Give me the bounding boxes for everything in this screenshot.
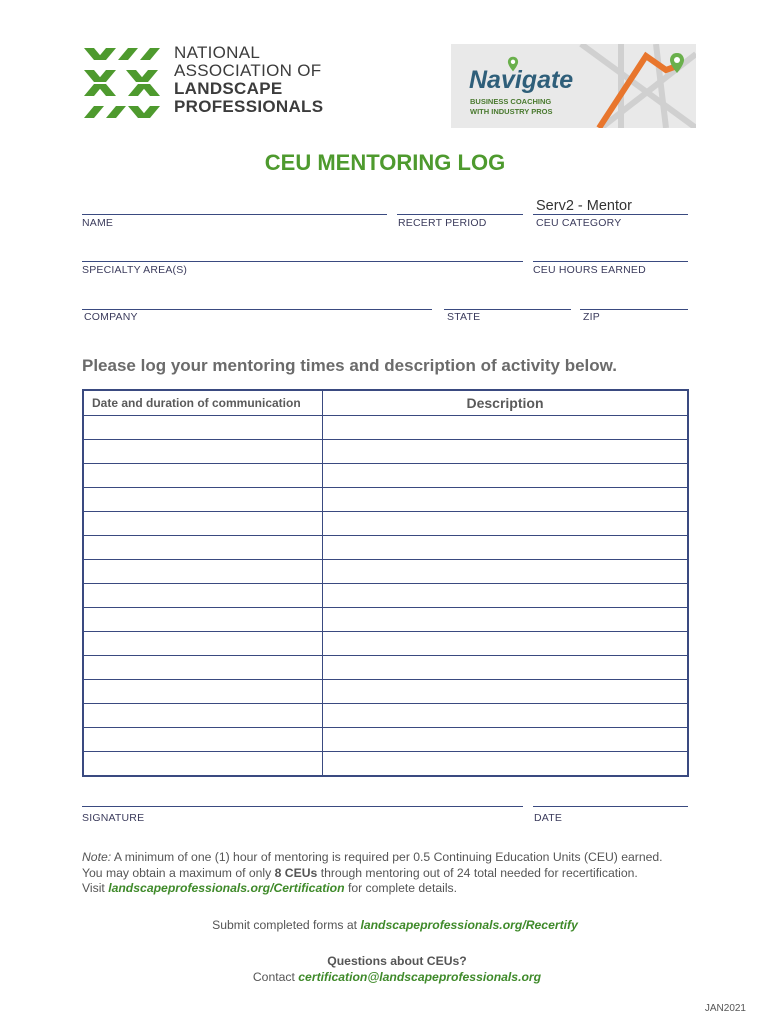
table-row	[84, 752, 688, 776]
description-cell[interactable]	[323, 416, 688, 440]
date-duration-cell[interactable]	[84, 536, 323, 560]
mentoring-log-table	[82, 389, 689, 777]
table-row	[84, 704, 688, 728]
note-line2-start: You may obtain a maximum of only	[82, 865, 275, 880]
date-field[interactable]	[533, 806, 688, 807]
recert-period-label: RECERT PERIOD	[398, 217, 487, 229]
ceu-hours-field[interactable]	[533, 261, 688, 262]
date-duration-cell[interactable]	[84, 728, 323, 752]
note-line	[82, 850, 702, 866]
signature-field[interactable]	[82, 806, 523, 807]
ceu-category-label: CEU CATEGORY	[536, 217, 622, 229]
description-header: Description	[323, 391, 688, 416]
table-row	[84, 464, 688, 488]
ceu-hours-label: CEU HOURS EARNED	[533, 264, 646, 276]
partner-tagline-line: BUSINESS COACHING	[470, 97, 552, 106]
date-duration-cell[interactable]	[84, 560, 323, 584]
table-row	[84, 608, 688, 632]
note-line3-start: Visit	[82, 881, 109, 895]
description-cell[interactable]	[323, 464, 688, 488]
date-duration-cell[interactable]	[84, 584, 323, 608]
note-text	[82, 850, 702, 897]
questions-section	[0, 953, 770, 985]
table-row	[84, 488, 688, 512]
description-cell[interactable]	[323, 608, 688, 632]
date-label: DATE	[534, 812, 563, 824]
note-line2-end: through mentoring out of 24 total needed for recertification.	[317, 865, 638, 880]
page-title: CEU MENTORING LOG	[264, 150, 506, 175]
state-field[interactable]	[444, 309, 571, 310]
org-name	[174, 44, 323, 116]
contact-email-link[interactable]: certification@landscapeprofessionals.org	[298, 970, 542, 984]
company-field[interactable]	[82, 309, 432, 310]
date-duration-header: Date and duration of communication	[84, 391, 323, 416]
partner-tagline-line: WITH INDUSTRY PROS	[470, 107, 553, 116]
zip-label: ZIP	[583, 311, 600, 323]
table-row	[84, 512, 688, 536]
org-name-line: NATIONAL	[174, 43, 261, 62]
navigate-logo	[451, 44, 696, 128]
date-duration-cell[interactable]	[84, 656, 323, 680]
map-pin-icon	[669, 52, 685, 74]
submit-text: Submit completed forms at	[212, 918, 361, 932]
ceu-category-value[interactable]: Serv2 - Mentor	[536, 198, 632, 214]
table-row	[84, 656, 688, 680]
table-row	[84, 416, 688, 440]
company-label: COMPANY	[84, 311, 138, 323]
note-line1: A minimum of one (1) hour of mentoring is required per 0.5 Continuing Education Units (CEU) earned.	[111, 850, 663, 864]
description-cell[interactable]	[323, 752, 688, 776]
partner-tagline	[470, 97, 553, 117]
name-field[interactable]	[82, 214, 387, 215]
description-cell[interactable]	[323, 656, 688, 680]
description-cell[interactable]	[323, 536, 688, 560]
description-cell[interactable]	[323, 728, 688, 752]
questions-heading: Questions about CEUs?	[327, 954, 467, 968]
description-cell[interactable]	[323, 560, 688, 584]
date-duration-cell[interactable]	[84, 752, 323, 776]
description-cell[interactable]	[323, 584, 688, 608]
table-header-row	[84, 391, 688, 416]
date-duration-cell[interactable]	[84, 680, 323, 704]
date-duration-cell[interactable]	[84, 464, 323, 488]
description-cell[interactable]	[323, 680, 688, 704]
specialty-area-label: SPECIALTY AREA(S)	[82, 264, 188, 276]
submit-instructions	[0, 918, 770, 932]
date-duration-cell[interactable]	[84, 488, 323, 512]
date-duration-cell[interactable]	[84, 608, 323, 632]
note-prefix: Note:	[82, 850, 112, 864]
org-name-line: ASSOCIATION OF	[174, 61, 322, 80]
note-line3-end: for complete details.	[344, 881, 458, 895]
table-row	[84, 728, 688, 752]
date-duration-cell[interactable]	[84, 704, 323, 728]
table-row	[84, 680, 688, 704]
org-name-line: LANDSCAPE	[174, 79, 283, 98]
contact-text: Contact	[252, 970, 299, 984]
max-ceus: 8 CEUs	[274, 865, 318, 880]
name-label: NAME	[82, 217, 114, 229]
zip-field[interactable]	[580, 309, 688, 310]
form-code: JAN2021	[704, 1003, 746, 1014]
contact-line	[0, 969, 770, 985]
date-duration-cell[interactable]	[84, 512, 323, 536]
log-heading: Please log your mentoring times and description of activity below.	[82, 356, 617, 375]
description-cell[interactable]	[323, 632, 688, 656]
signature-label: SIGNATURE	[82, 812, 145, 824]
table-row	[84, 560, 688, 584]
recert-period-field[interactable]	[397, 214, 523, 215]
specialty-area-field[interactable]	[82, 261, 523, 262]
recertify-link[interactable]: landscapeprofessionals.org/Recertify	[360, 918, 578, 932]
table-row	[84, 536, 688, 560]
description-cell[interactable]	[323, 440, 688, 464]
table-row	[84, 440, 688, 464]
certification-link[interactable]: landscapeprofessionals.org/Certification	[108, 881, 345, 895]
date-duration-cell[interactable]	[84, 632, 323, 656]
date-duration-cell[interactable]	[84, 440, 323, 464]
description-cell[interactable]	[323, 704, 688, 728]
partner-name: Navigate	[469, 66, 574, 94]
state-label: STATE	[447, 311, 481, 323]
table-row	[84, 584, 688, 608]
description-cell[interactable]	[323, 512, 688, 536]
table-row	[84, 632, 688, 656]
note-line	[82, 881, 702, 897]
ceu-category-field[interactable]	[533, 214, 688, 215]
note-line	[82, 866, 702, 882]
date-duration-cell[interactable]	[84, 416, 323, 440]
description-cell[interactable]	[323, 488, 688, 512]
org-name-line: PROFESSIONALS	[174, 97, 324, 116]
